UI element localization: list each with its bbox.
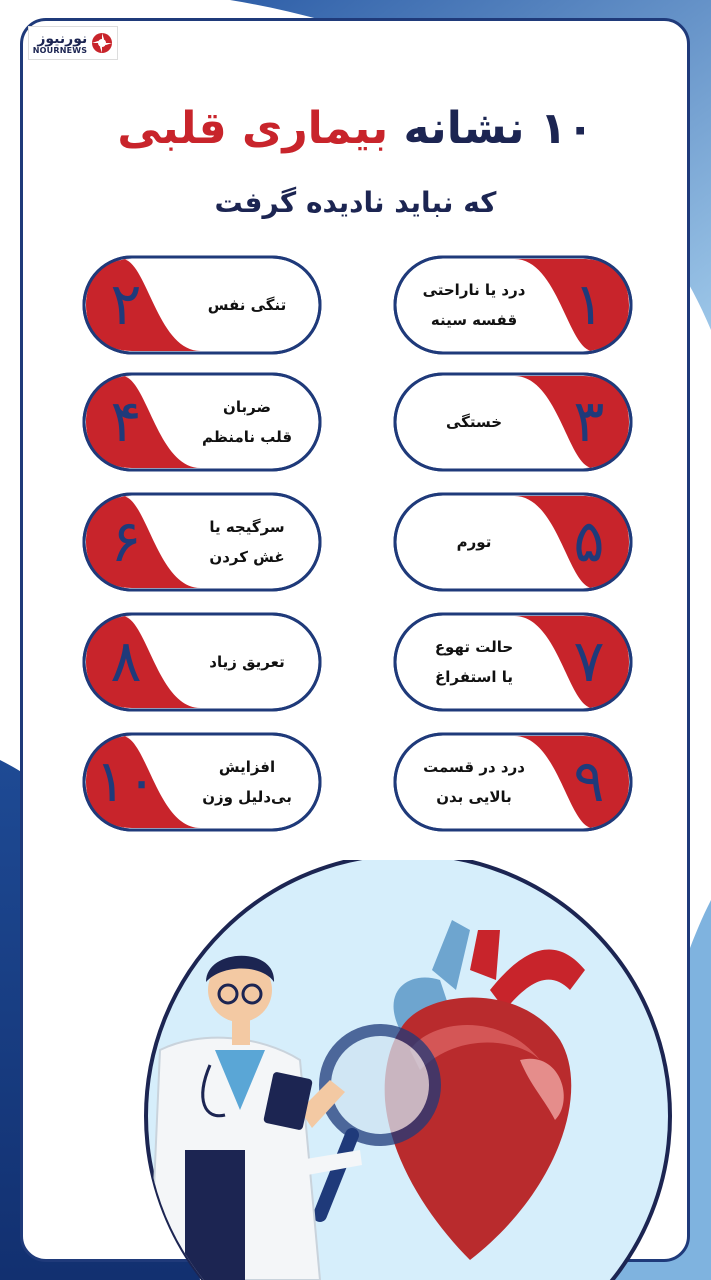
doctor-heart-illustration xyxy=(0,860,711,1280)
symptom-text xyxy=(399,255,549,355)
symptom-text xyxy=(399,612,549,712)
symptom-number: ۷ xyxy=(573,627,605,695)
symptom-line-2: یا استفراغ xyxy=(434,668,514,686)
symptom-card xyxy=(82,732,322,832)
magnifier-lens xyxy=(325,1030,435,1140)
symptom-card xyxy=(82,255,322,355)
symptom-text xyxy=(172,732,322,832)
symptom-number: ۳ xyxy=(573,387,605,455)
symptom-line-1: تنگی نفس xyxy=(207,296,287,314)
page-title xyxy=(0,100,711,158)
symptom-card xyxy=(393,492,633,592)
symptom-number: ۸ xyxy=(110,627,142,695)
symptom-line-2: غش کردن xyxy=(209,548,285,566)
symptom-text xyxy=(172,255,322,355)
symptom-line-1: ضربان xyxy=(223,398,271,416)
symptom-card xyxy=(82,612,322,712)
symptom-text xyxy=(172,372,322,472)
symptom-card xyxy=(82,372,322,472)
symptom-line-2: بی‌دلیل وزن xyxy=(202,788,292,806)
page-subtitle: که نباید نادیده گرفت xyxy=(214,186,497,219)
symptom-line-1: تورم xyxy=(456,533,492,551)
symptom-number: ۲ xyxy=(110,270,142,338)
symptom-card xyxy=(393,732,633,832)
symptom-number: ۵ xyxy=(573,507,605,575)
symptom-text xyxy=(172,612,322,712)
symptom-line-2: قفسه سینه xyxy=(430,311,518,329)
symptom-number: ۹ xyxy=(573,747,605,815)
symptom-number: ۴ xyxy=(110,387,142,455)
logo xyxy=(28,26,118,60)
symptom-line-1: درد یا ناراحتی xyxy=(422,281,526,299)
symptom-line-1: تعریق زیاد xyxy=(209,653,285,671)
symptom-text xyxy=(399,732,549,832)
title-part2: بیماری قلبی xyxy=(117,103,389,154)
title-number: ۱۰ xyxy=(539,103,594,154)
symptom-text xyxy=(172,492,322,592)
symptom-card xyxy=(82,492,322,592)
symptom-line-1: درد در قسمت xyxy=(423,758,525,776)
symptom-number: ۶ xyxy=(110,507,142,575)
symptom-number: ۱۰ xyxy=(94,747,158,815)
symptom-line-2: بالایی بدن xyxy=(436,788,512,806)
symptom-line-2: قلب نامنظم xyxy=(201,428,293,446)
symptom-card xyxy=(393,255,633,355)
symptom-card xyxy=(393,612,633,712)
symptom-line-1: افزایش xyxy=(218,758,276,776)
logo-mark-icon xyxy=(91,32,113,54)
symptom-text xyxy=(399,372,549,472)
symptom-line-1: حالت تهوع xyxy=(434,638,514,656)
symptom-number: ۱ xyxy=(573,270,605,338)
symptom-line-1: خستگی xyxy=(445,413,503,431)
symptom-line-1: سرگیجه یا xyxy=(209,518,285,536)
title-part1: نشانه xyxy=(403,103,525,154)
logo-name: نورنیوز xyxy=(37,30,88,47)
logo-sub: NOURNEWS xyxy=(32,45,88,55)
symptom-card xyxy=(393,372,633,472)
symptom-text xyxy=(399,492,549,592)
